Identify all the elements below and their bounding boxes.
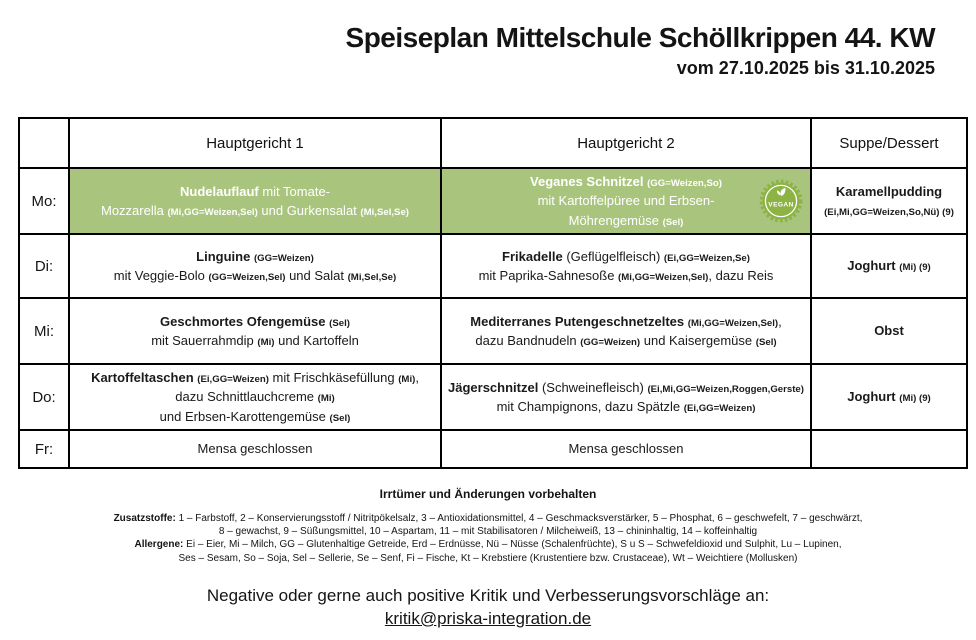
col-header-hauptgericht-1: Hauptgericht 1: [69, 118, 441, 168]
additives-allergens-info: [0, 512, 976, 565]
meal-cell-mo-dessert: Karamellpudding (Ei,Mi,GG=Weizen,So,Nü) (9): [811, 168, 967, 234]
page-header: [0, 0, 976, 79]
table-row-tuesday: [19, 234, 967, 298]
meal-cell-fr-main1: Mensa geschlossen: [69, 430, 441, 468]
table-row-monday: [19, 168, 967, 234]
table-header-row: [19, 118, 967, 168]
disclaimer-text: Irrtümer und Änderungen vorbehalten: [379, 487, 597, 501]
allergens-line-2: Ses – Sesam, So – Soja, Sel – Sellerie, Se – Senf, Fi – Fische, Kt – Krebstiere (Krustentiere bzw. Crustaceae), Wt – Weichtiere (Mollusken): [178, 552, 798, 564]
meal-cell-mo-main2: [441, 168, 811, 234]
col-header-hauptgericht-2: Hauptgericht 2: [441, 118, 811, 168]
meal-text: Veganes Schnitzel (GG=Weizen,So) mit Kartoffelpüree und Erbsen- Möhrengemüse (Sel): [530, 173, 722, 228]
day-label-di: Di:: [19, 234, 69, 298]
vegan-badge-icon: [759, 179, 803, 223]
meal-cell-di-main2: Frikadelle (Geflügelfleisch) (Ei,GG=Weizen,Se) mit Paprika-Sahnesoße (Mi,GG=Weizen,Sel), dazu Reis: [441, 234, 811, 298]
meal-cell-do-dessert: Joghurt (Mi) (9): [811, 364, 967, 430]
allergens-line-1: Allergene: Ei – Eier, Mi – Milch, GG – Glutenhaltige Getreide, Erd – Erdnüsse, Nü – Nüsse (Schalenfrüchte), S u S – Schwefeldioxid und Sulphit, Lu – Lupinen,: [134, 539, 842, 551]
menu-table: [18, 117, 968, 469]
day-label-mo: Mo:: [19, 168, 69, 234]
email-link[interactable]: kritik@priska-integration.de: [384, 608, 592, 628]
meal-cell-mi-main1: Geschmortes Ofengemüse (Sel) mit Sauerrahmdip (Mi) und Kartoffeln: [69, 298, 441, 364]
meal-cell-mi-dessert: Obst: [811, 298, 967, 364]
meal-cell-fr-main2: Mensa geschlossen: [441, 430, 811, 468]
table-row-thursday: [19, 364, 967, 430]
day-label-do: Do:: [19, 364, 69, 430]
col-header-day: [19, 118, 69, 168]
additives-line-2: 8 – gewachst, 9 – Süßungsmittel, 10 – Aspartam, 11 – mit Stabilisatoren / Milcheiweiß, 13 – chininhaltig, 14 – koffeinhaltig: [218, 526, 758, 538]
svg-text:VEGAN: VEGAN: [768, 201, 794, 209]
day-label-fr: Fr:: [19, 430, 69, 468]
meal-cell-mo-main1: Nudelauflauf mit Tomate- Mozzarella (Mi,GG=Weizen,Sel) und Gurkensalat (Mi,Sel,Se): [69, 168, 441, 234]
meal-cell-do-main2: Jägerschnitzel (Schweinefleisch) (Ei,Mi,GG=Weizen,Roggen,Gerste) mit Champignons, dazu Spätzle (Ei,GG=Weizen): [441, 364, 811, 430]
meal-cell-do-main1: Kartoffeltaschen (Ei,GG=Weizen) mit Frischkäsefüllung (Mi), dazu Schnittlauchcreme (Mi) und Erbsen-Karottengemüse (Sel): [69, 364, 441, 430]
col-header-suppe-dessert: Suppe/Dessert: [811, 118, 967, 168]
feedback-text: Negative oder gerne auch positive Kritik und Verbesserungsvorschläge an:: [206, 585, 770, 605]
day-label-mi: Mi:: [19, 298, 69, 364]
table-row-friday: [19, 430, 967, 468]
meal-cell-di-main1: Linguine (GG=Weizen) mit Veggie-Bolo (GG=Weizen,Sel) und Salat (Mi,Sel,Se): [69, 234, 441, 298]
meal-cell-fr-dessert: [811, 430, 967, 468]
page-title: Speiseplan Mittelschule Schöllkrippen 44. KW: [345, 22, 935, 53]
meal-cell-mi-main2: Mediterranes Putengeschnetzeltes (Mi,GG=Weizen,Sel), dazu Bandnudeln (GG=Weizen) und Kaisergemüse (Sel): [441, 298, 811, 364]
additives-line-1: Zusatzstoffe: 1 – Farbstoff, 2 – Konservierungsstoff / Nitritpökelsalz, 3 – Antioxidationsmittel, 4 – Geschmacksverstärker, 5 – Phosphat, 6 – geschwefelt, 7 – geschwärzt,: [113, 513, 863, 524]
email-row: [0, 609, 976, 629]
page-subtitle: vom 27.10.2025 bis 31.10.2025: [676, 58, 935, 78]
meal-cell-di-dessert: Joghurt (Mi) (9): [811, 234, 967, 298]
table-row-wednesday: [19, 298, 967, 364]
